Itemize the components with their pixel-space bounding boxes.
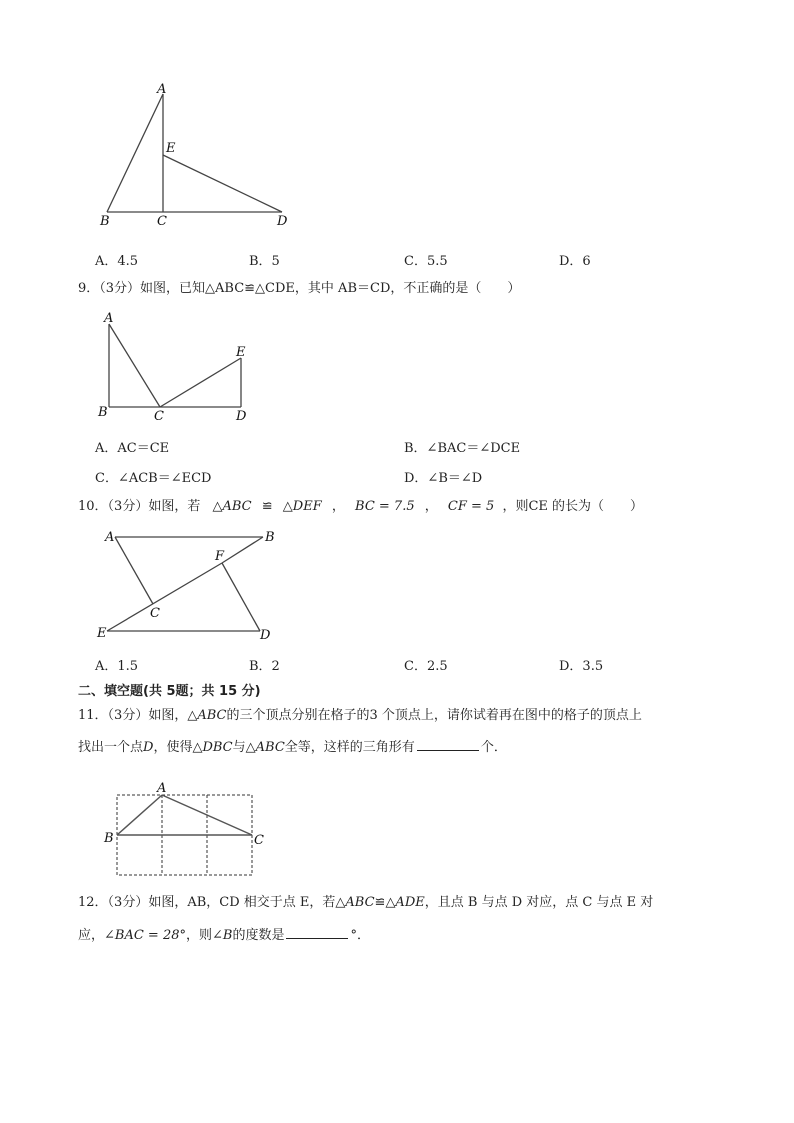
label-c: C: [154, 409, 164, 424]
figure-q10-svg: [95, 527, 285, 647]
label-c: C: [150, 606, 160, 621]
figure-q11-grid: [100, 778, 275, 878]
q10-triangle-def: △DEF: [282, 499, 322, 514]
q10-option-d[interactable]: D．3.5: [559, 659, 604, 674]
q12-line2-end: °．: [350, 928, 370, 943]
section-2-title: 二、填空题(共 5题；共 15 分): [78, 684, 261, 699]
q10-triangle-abc: △ABC: [212, 499, 252, 514]
q12-angle-bac: ∠BAC = 28°: [104, 928, 186, 943]
q12-triangle-ade: △ADE: [385, 895, 425, 910]
segment-ef: [107, 563, 222, 631]
q10-bc-value: BC = 7.5: [355, 499, 415, 514]
q11-line2-mid: ，使得: [153, 740, 193, 755]
q10-option-b[interactable]: B．2: [249, 659, 280, 674]
label-a: A: [157, 781, 167, 796]
q10-congruent-symbol: ≌: [261, 499, 273, 514]
q9-option-d[interactable]: D．∠B＝∠D: [404, 471, 483, 486]
figure-q9: [95, 308, 265, 423]
q10-option-c[interactable]: C．2.5: [404, 659, 448, 674]
q11-triangle-abc: △ABC: [187, 708, 227, 723]
q11-line1: [78, 706, 642, 726]
q12-line1: [78, 893, 653, 913]
label-b: B: [100, 214, 110, 229]
label-d: D: [260, 628, 271, 643]
label-e: E: [236, 345, 246, 360]
figure-q8: [95, 80, 325, 230]
q8-option-c[interactable]: C．5.5: [404, 254, 448, 269]
label-a: A: [157, 82, 167, 97]
q8-option-a[interactable]: A．4.5: [95, 254, 139, 269]
q12-line2: [78, 926, 370, 946]
q11-triangle-abc-2: △ABC: [245, 740, 285, 755]
q12-line2-suffix: 的度数是: [232, 928, 285, 943]
q12-triangle-abc: △ABC: [335, 895, 375, 910]
q10-sep2: ，: [424, 499, 438, 514]
label-f: F: [215, 549, 225, 564]
q11-line2-suffix: 全等，这样的三角形有: [284, 740, 415, 755]
q12-line1-suffix: ，且点 B 与点 D 对应，点 C 与点 E 对: [424, 895, 654, 910]
q10-sep1: ，: [331, 499, 345, 514]
q12-answer-blank[interactable]: [286, 926, 348, 939]
q10-stem-suffix: ，则CE 的长为（ ）: [502, 499, 644, 514]
q12-point-b: B: [222, 928, 233, 943]
q9-option-b[interactable]: B．∠BAC＝∠DCE: [404, 441, 521, 456]
segment-ce: [160, 358, 241, 407]
q8-option-b[interactable]: B．5: [249, 254, 280, 269]
label-c: C: [254, 833, 264, 848]
figure-q11-svg: [100, 778, 275, 878]
segment-ab: [107, 94, 163, 212]
segment-fd: [222, 563, 260, 631]
q10-stem-prefix: 10．（3分）如图，若: [78, 499, 201, 514]
q11-and: 与: [232, 740, 246, 755]
figure-q10: [95, 527, 285, 647]
q10-stem: [78, 497, 643, 517]
label-e: E: [166, 141, 176, 156]
segment-ed: [163, 155, 282, 212]
q12-line2-prefix: 应，: [78, 928, 105, 943]
label-d: D: [236, 409, 247, 424]
q10-option-a[interactable]: A．1.5: [95, 659, 139, 674]
q11-answer-blank[interactable]: [417, 738, 479, 751]
q9-option-c[interactable]: C．∠ACB＝∠ECD: [95, 471, 212, 486]
q11-triangle-dbc: △DBC: [192, 740, 233, 755]
label-a: A: [105, 530, 115, 545]
label-e: E: [97, 626, 107, 641]
q12-prefix: 12．（3分）如图，AB，CD 相交于点 E，若: [78, 895, 336, 910]
label-b: B: [104, 831, 114, 846]
label-a: A: [104, 311, 114, 326]
figure-q8-svg: [95, 80, 325, 230]
label-d: D: [277, 214, 288, 229]
label-b: B: [265, 530, 275, 545]
q11-point-d: D: [143, 740, 154, 755]
q11-line2-end: 个．: [480, 740, 507, 755]
triangle-abc: [117, 795, 252, 835]
q9-stem: 9．（3分）如图，已知△ABC≌△CDE，其中 AB＝CD，不正确的是（ ）: [78, 281, 521, 296]
label-c: C: [157, 214, 167, 229]
q11-prefix: 11．（3分）如图，: [78, 708, 188, 723]
segment-ac: [115, 537, 153, 604]
segment-ac: [109, 324, 160, 407]
q8-option-d[interactable]: D．6: [559, 254, 591, 269]
q11-line1-suffix: 的三个顶点分别在格子的3 个顶点上，请你试着再在图中的格子的顶点上: [226, 708, 642, 723]
figure-q9-svg: [95, 308, 265, 423]
segment-bf: [222, 537, 263, 563]
label-b: B: [98, 405, 108, 420]
q11-line2-prefix: 找出一个点: [78, 740, 144, 755]
q9-option-a[interactable]: A．AC＝CE: [95, 441, 170, 456]
q10-cf-value: CF = 5: [447, 499, 495, 514]
q12-congruent: ≌: [374, 895, 386, 910]
q11-line2: [78, 738, 507, 758]
q12-line2-mid: ，则∠: [186, 928, 223, 943]
